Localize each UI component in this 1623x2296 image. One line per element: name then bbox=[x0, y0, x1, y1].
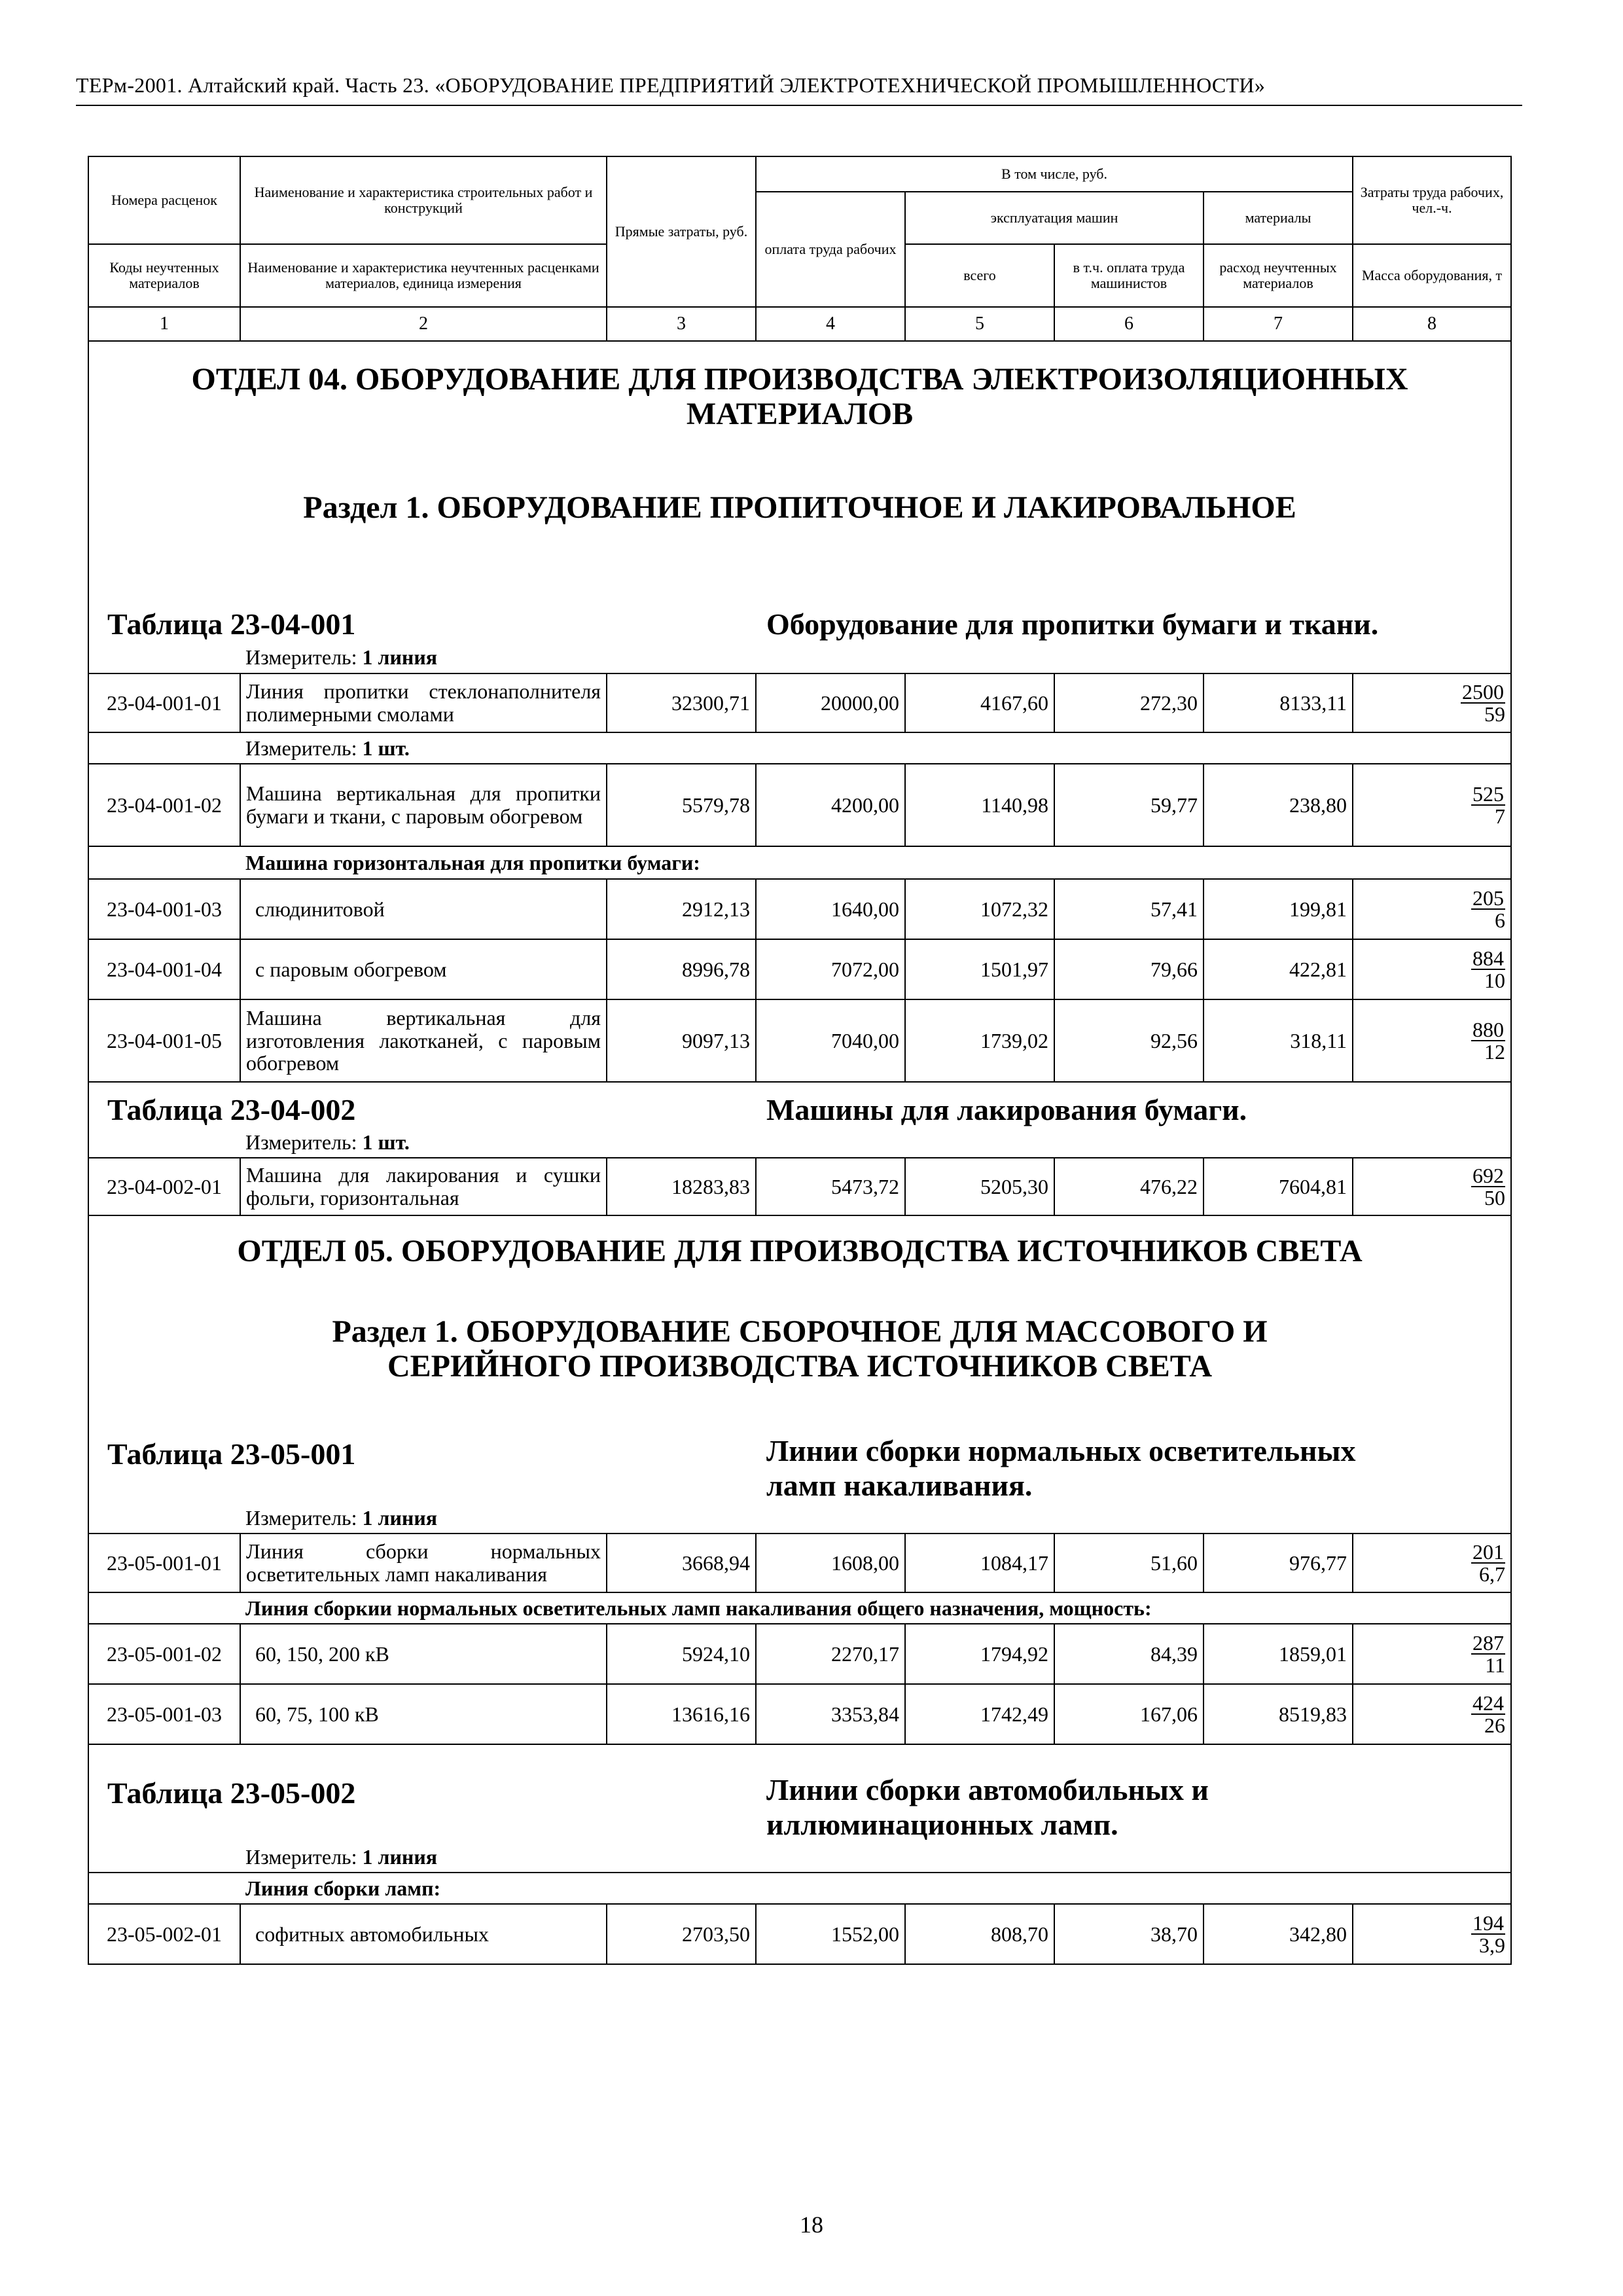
measure-value: 1 шт. bbox=[362, 1130, 410, 1154]
table-23-04-001-heading bbox=[88, 564, 1511, 642]
table-title: Оборудование для пропитки бумаги и ткани. bbox=[756, 564, 1511, 642]
col1-top: Номера расценок bbox=[88, 156, 240, 244]
materials-cost: 238,80 bbox=[1204, 764, 1353, 846]
machine-cost: 1739,02 bbox=[905, 999, 1054, 1082]
direct-cost: 2912,13 bbox=[607, 879, 756, 939]
group-row bbox=[88, 1873, 1511, 1904]
machinist-labor: 84,39 bbox=[1054, 1624, 1204, 1684]
equipment-mass: 59 bbox=[1484, 702, 1506, 726]
measure-label: Измеритель: bbox=[245, 1845, 357, 1869]
machine-cost: 4167,60 bbox=[905, 673, 1054, 732]
col3: Прямые затраты, руб. bbox=[607, 156, 756, 307]
direct-cost: 3668,94 bbox=[607, 1534, 756, 1592]
column-numbers-row bbox=[88, 307, 1511, 341]
rate-code: 23-04-002-01 bbox=[88, 1158, 240, 1215]
machine-cost: 1742,49 bbox=[905, 1684, 1054, 1744]
direct-cost: 32300,71 bbox=[607, 673, 756, 732]
rate-code: 23-04-001-02 bbox=[88, 764, 240, 846]
rate-code: 23-05-001-03 bbox=[88, 1684, 240, 1744]
equipment-mass: 11 bbox=[1485, 1653, 1506, 1677]
measure-unit bbox=[240, 1503, 1511, 1534]
materials-cost: 976,77 bbox=[1204, 1534, 1353, 1592]
materials-cost: 8133,11 bbox=[1204, 673, 1353, 732]
table-row bbox=[88, 1534, 1511, 1592]
labor-cost: 2270,17 bbox=[756, 1624, 905, 1684]
labor-hours: 424 bbox=[1472, 1691, 1505, 1715]
labor-hours-mass bbox=[1353, 1158, 1511, 1215]
table-title: Машины для лакирования бумаги. bbox=[756, 1082, 1511, 1128]
col-number: 5 bbox=[905, 307, 1054, 341]
header-rule bbox=[76, 105, 1522, 106]
machinist-labor: 59,77 bbox=[1054, 764, 1204, 846]
direct-cost: 2703,50 bbox=[607, 1904, 756, 1964]
labor-hours-mass bbox=[1353, 1904, 1511, 1964]
labor-cost: 4200,00 bbox=[756, 764, 905, 846]
group-heading: Линия сборкии нормальных осветительных ламп накаливания общего назначения, мощность: bbox=[240, 1592, 1511, 1624]
measure-row bbox=[88, 732, 1511, 764]
col1-bot: Коды неучтенных материалов bbox=[88, 244, 240, 307]
otdel-04-row bbox=[88, 341, 1511, 452]
measure-label: Измеритель: bbox=[245, 1130, 357, 1154]
table-row bbox=[88, 1904, 1511, 1964]
direct-cost: 5579,78 bbox=[607, 764, 756, 846]
table-row bbox=[88, 673, 1511, 732]
labor-hours: 287 bbox=[1472, 1631, 1505, 1655]
labor-hours: 880 bbox=[1472, 1018, 1505, 1041]
labor-hours-mass bbox=[1353, 1534, 1511, 1592]
measure-row bbox=[88, 1503, 1511, 1534]
table-label: Таблица 23-05-002 bbox=[88, 1744, 756, 1842]
rate-code: 23-05-002-01 bbox=[88, 1904, 240, 1964]
col5: всего bbox=[905, 244, 1054, 307]
materials-cost: 342,80 bbox=[1204, 1904, 1353, 1964]
rate-code: 23-05-001-02 bbox=[88, 1624, 240, 1684]
labor-hours-mass bbox=[1353, 673, 1511, 732]
table-label: Таблица 23-04-002 bbox=[88, 1082, 756, 1128]
machinist-labor: 92,56 bbox=[1054, 999, 1204, 1082]
measure-row bbox=[88, 1128, 1511, 1158]
incl-header: В том числе, руб. bbox=[756, 156, 1353, 192]
materials-cost: 422,81 bbox=[1204, 939, 1353, 999]
labor-hours-mass bbox=[1353, 939, 1511, 999]
equipment-mass: 7 bbox=[1495, 804, 1506, 828]
otdel-04-title: ОТДЕЛ 04. ОБОРУДОВАНИЕ ДЛЯ ПРОИЗВОДСТВА ЭЛЕКТРОИЗОЛЯЦИОННЫХ МАТЕРИАЛОВ bbox=[88, 341, 1511, 452]
col2-bot: Наименование и характеристика неучтенных расценками материалов, единица измерения bbox=[240, 244, 607, 307]
labor-hours-mass bbox=[1353, 879, 1511, 939]
table-23-04-002-heading bbox=[88, 1082, 1511, 1128]
measure-value: 1 линия bbox=[362, 645, 438, 669]
machine-cost: 1084,17 bbox=[905, 1534, 1054, 1592]
table-row bbox=[88, 879, 1511, 939]
group-heading: Машина горизонтальная для пропитки бумаги: bbox=[240, 846, 1511, 879]
labor-hours-mass bbox=[1353, 999, 1511, 1082]
work-name: Машина вертикальная для пропитки бумаги и ткани, с паровым обогревом bbox=[240, 764, 607, 846]
equipment-mass: 26 bbox=[1484, 1713, 1506, 1737]
rate-code: 23-04-001-04 bbox=[88, 939, 240, 999]
labor-cost: 5473,72 bbox=[756, 1158, 905, 1215]
machine-cost: 1072,32 bbox=[905, 879, 1054, 939]
col-number: 3 bbox=[607, 307, 756, 341]
work-name: Линия пропитки стеклонаполнителя полимерными смолами bbox=[240, 673, 607, 732]
machine-cost: 1140,98 bbox=[905, 764, 1054, 846]
machinist-labor: 167,06 bbox=[1054, 1684, 1204, 1744]
table-row bbox=[88, 999, 1511, 1082]
work-name: софитных автомобильных bbox=[240, 1904, 607, 1964]
work-name: Линия сборки нормальных осветительных ламп накаливания bbox=[240, 1534, 607, 1592]
mat-header: материалы bbox=[1204, 192, 1353, 244]
measure-row bbox=[88, 642, 1511, 673]
direct-cost: 9097,13 bbox=[607, 999, 756, 1082]
table-row bbox=[88, 764, 1511, 846]
labor-cost: 3353,84 bbox=[756, 1684, 905, 1744]
labor-cost: 7072,00 bbox=[756, 939, 905, 999]
labor-cost: 1552,00 bbox=[756, 1904, 905, 1964]
machinist-labor: 79,66 bbox=[1054, 939, 1204, 999]
table-title: Линии сборки нормальных осветительных ламп накаливания. bbox=[756, 1412, 1511, 1503]
measure-unit bbox=[240, 732, 1511, 764]
labor-hours-mass bbox=[1353, 1624, 1511, 1684]
direct-cost: 13616,16 bbox=[607, 1684, 756, 1744]
machine-cost: 5205,30 bbox=[905, 1158, 1054, 1215]
measure-value: 1 шт. bbox=[362, 736, 410, 760]
table-row bbox=[88, 1684, 1511, 1744]
table-label: Таблица 23-04-001 bbox=[88, 564, 756, 642]
machine-cost: 808,70 bbox=[905, 1904, 1054, 1964]
equipment-mass: 6,7 bbox=[1479, 1562, 1506, 1586]
direct-cost: 8996,78 bbox=[607, 939, 756, 999]
labor-cost: 1640,00 bbox=[756, 879, 905, 939]
table-23-05-001-heading bbox=[88, 1412, 1511, 1503]
mach-header: эксплуатация машин bbox=[905, 192, 1204, 244]
col6: в т.ч. оплата труда машинистов bbox=[1054, 244, 1204, 307]
materials-cost: 199,81 bbox=[1204, 879, 1353, 939]
col4: оплата труда рабочих bbox=[756, 192, 905, 307]
measure-unit bbox=[240, 1842, 1511, 1873]
materials-cost: 8519,83 bbox=[1204, 1684, 1353, 1744]
measure-label: Измеритель: bbox=[245, 736, 357, 760]
razdel-04-1-title: Раздел 1. ОБОРУДОВАНИЕ ПРОПИТОЧНОЕ И ЛАКИРОВАЛЬНОЕ bbox=[88, 452, 1511, 564]
table-label: Таблица 23-05-001 bbox=[88, 1412, 756, 1503]
work-name: слюдинитовой bbox=[240, 879, 607, 939]
labor-hours: 201 bbox=[1472, 1540, 1505, 1564]
work-name: Машина для лакирования и сушки фольги, горизонтальная bbox=[240, 1158, 607, 1215]
labor-hours: 884 bbox=[1472, 946, 1505, 970]
direct-cost: 5924,10 bbox=[607, 1624, 756, 1684]
table-row bbox=[88, 1624, 1511, 1684]
razdel-05-1-row bbox=[88, 1287, 1511, 1412]
running-header: ТЕРм-2001. Алтайский край. Часть 23. «ОБОРУДОВАНИЕ ПРЕДПРИЯТИЙ ЭЛЕКТРОТЕХНИЧЕСКОЙ ПРОМЫШЛЕННОСТИ» bbox=[76, 73, 1266, 97]
equipment-mass: 12 bbox=[1484, 1040, 1506, 1064]
col-number: 2 bbox=[240, 307, 607, 341]
work-name: 60, 150, 200 кВ bbox=[240, 1624, 607, 1684]
labor-cost: 7040,00 bbox=[756, 999, 905, 1082]
estimate-table bbox=[88, 156, 1512, 1965]
group-row bbox=[88, 1592, 1511, 1624]
labor-hours-mass bbox=[1353, 1684, 1511, 1744]
table-row bbox=[88, 939, 1511, 999]
machinist-labor: 272,30 bbox=[1054, 673, 1204, 732]
col-number: 6 bbox=[1054, 307, 1204, 341]
materials-cost: 1859,01 bbox=[1204, 1624, 1353, 1684]
measure-row bbox=[88, 1842, 1511, 1873]
labor-hours-mass bbox=[1353, 764, 1511, 846]
equipment-mass: 50 bbox=[1484, 1186, 1506, 1210]
labor-cost: 1608,00 bbox=[756, 1534, 905, 1592]
measure-unit bbox=[240, 642, 1511, 673]
group-row bbox=[88, 846, 1511, 879]
rate-code: 23-04-001-03 bbox=[88, 879, 240, 939]
table-row bbox=[88, 1158, 1511, 1215]
machinist-labor: 38,70 bbox=[1054, 1904, 1204, 1964]
labor-hours: 194 bbox=[1472, 1911, 1505, 1935]
equipment-mass: 6 bbox=[1495, 908, 1506, 932]
measure-label: Измеритель: bbox=[245, 1506, 357, 1530]
rate-code: 23-04-001-01 bbox=[88, 673, 240, 732]
razdel-04-1-row bbox=[88, 452, 1511, 564]
machinist-labor: 476,22 bbox=[1054, 1158, 1204, 1215]
labor-hours: 2500 bbox=[1462, 680, 1505, 704]
rate-code: 23-05-001-01 bbox=[88, 1534, 240, 1592]
col8-bot: Масса оборудования, т bbox=[1353, 244, 1511, 307]
col7: расход неучтенных материалов bbox=[1204, 244, 1353, 307]
machinist-labor: 51,60 bbox=[1054, 1534, 1204, 1592]
col-number: 4 bbox=[756, 307, 905, 341]
measure-label: Измеритель: bbox=[245, 645, 357, 669]
col8-top: Затраты труда рабочих, чел.-ч. bbox=[1353, 156, 1511, 244]
equipment-mass: 3,9 bbox=[1479, 1933, 1506, 1957]
col-number: 8 bbox=[1353, 307, 1511, 341]
otdel-05-title: ОТДЕЛ 05. ОБОРУДОВАНИЕ ДЛЯ ПРОИЗВОДСТВА ИСТОЧНИКОВ СВЕТА bbox=[88, 1215, 1511, 1287]
measure-unit bbox=[240, 1128, 1511, 1158]
labor-hours: 692 bbox=[1472, 1164, 1505, 1187]
equipment-mass: 10 bbox=[1484, 969, 1506, 992]
header-row-1 bbox=[88, 156, 1511, 192]
table-title: Линии сборки автомобильных и иллюминационных ламп. bbox=[756, 1744, 1511, 1842]
razdel-05-1-title: Раздел 1. ОБОРУДОВАНИЕ СБОРОЧНОЕ ДЛЯ МАССОВОГО И СЕРИЙНОГО ПРОИЗВОДСТВА ИСТОЧНИКОВ СВЕТА bbox=[88, 1287, 1511, 1412]
labor-hours: 205 bbox=[1472, 886, 1505, 910]
materials-cost: 7604,81 bbox=[1204, 1158, 1353, 1215]
machine-cost: 1794,92 bbox=[905, 1624, 1054, 1684]
group-heading: Линия сборки ламп: bbox=[240, 1873, 1511, 1904]
measure-value: 1 линия bbox=[362, 1845, 438, 1869]
labor-hours: 525 bbox=[1472, 782, 1505, 806]
work-name: 60, 75, 100 кВ bbox=[240, 1684, 607, 1744]
col-number: 7 bbox=[1204, 307, 1353, 341]
machinist-labor: 57,41 bbox=[1054, 879, 1204, 939]
table-23-05-002-heading bbox=[88, 1744, 1511, 1842]
measure-value: 1 линия bbox=[362, 1506, 438, 1530]
rate-code: 23-04-001-05 bbox=[88, 999, 240, 1082]
labor-cost: 20000,00 bbox=[756, 673, 905, 732]
col-number: 1 bbox=[88, 307, 240, 341]
work-name: Машина вертикальная для изготовления лакотканей, с паровым обогревом bbox=[240, 999, 607, 1082]
machine-cost: 1501,97 bbox=[905, 939, 1054, 999]
direct-cost: 18283,83 bbox=[607, 1158, 756, 1215]
otdel-05-row bbox=[88, 1215, 1511, 1287]
col2-top: Наименование и характеристика строительных работ и конструкций bbox=[240, 156, 607, 244]
materials-cost: 318,11 bbox=[1204, 999, 1353, 1082]
page-number: 18 bbox=[800, 2212, 823, 2238]
work-name: с паровым обогревом bbox=[240, 939, 607, 999]
